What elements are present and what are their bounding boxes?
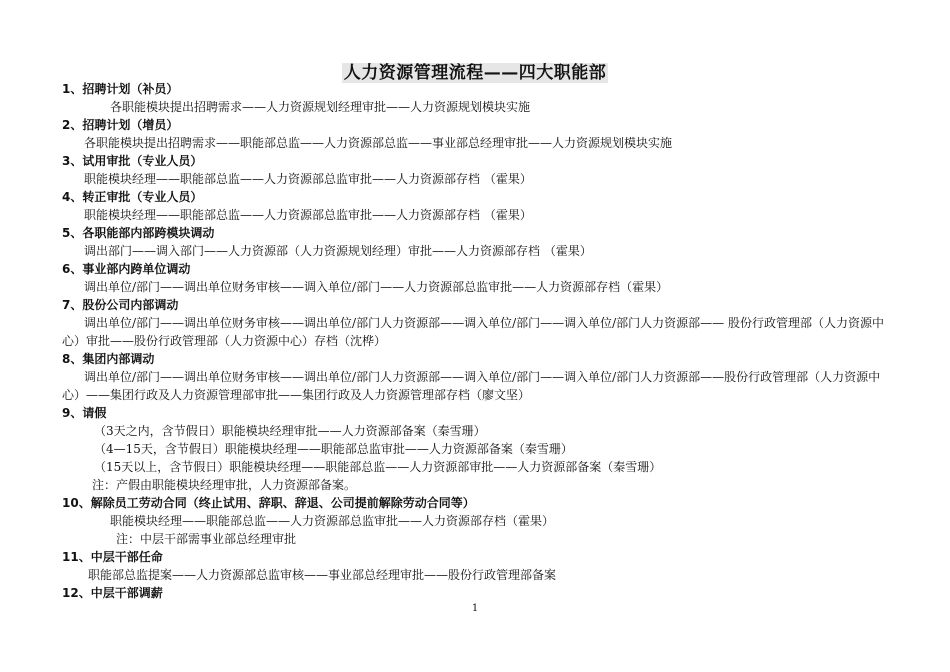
section-line: 职能模块经理——职能部总监——人力资源部总监审批——人力资源部存档 （霍果） xyxy=(84,172,532,186)
section-line: 职能部总监提案——人力资源部总监审核——事业部总经理审批——股份行政管理部备案 xyxy=(88,568,557,582)
section-heading: 7、股份公司内部调动 xyxy=(62,298,179,312)
section-heading: 5、各职能部内部跨模块调动 xyxy=(62,226,215,240)
section-line: 各职能模块提出招聘需求——职能部总监——人力资源部总监——事业部总经理审批——人力资源规划模块实施 xyxy=(84,136,673,150)
section-heading: 8、集团内部调动 xyxy=(62,352,155,366)
document-body xyxy=(62,80,892,602)
section-paragraph: 调出单位/部门——调出单位财务审核——调出单位/部门人力资源部——调入单位/部门——调入单位/部门人力资源部—— 股份行政管理部（人力资源中心）审批——股份行政管理部（人力资源中心）存档（沈桦） xyxy=(62,316,884,348)
section-heading: 1、招聘计划（补员） xyxy=(62,82,179,96)
section-heading: 2、招聘计划（增员） xyxy=(62,118,179,132)
section-line: 调出部门——调入部门——人力资源部（人力资源规划经理）审批——人力资源部存档 （霍果） xyxy=(84,244,592,258)
section-heading: 9、请假 xyxy=(62,406,107,420)
section-heading: 3、试用审批（专业人员） xyxy=(62,154,203,168)
page-number: 1 xyxy=(471,603,479,614)
section-line: 职能模块经理——职能部总监——人力资源部总监审批——人力资源部存档（霍果） xyxy=(110,514,555,528)
section-line: 职能模块经理——职能部总监——人力资源部总监审批——人力资源部存档 （霍果） xyxy=(84,208,532,222)
section-heading: 12、中层干部调薪 xyxy=(62,586,163,600)
section-paragraph: 调出单位/部门——调出单位财务审核——调出单位/部门人力资源部——调入单位/部门——调入单位/部门人力资源部——股份行政管理部（人力资源中心）——集团行政及人力资源管理部审批——集团行政及人力资源管理部存档（廖文坚） xyxy=(62,370,881,402)
section-note: 注：中层干部需事业部总经理审批 xyxy=(116,532,297,546)
document-title-text: 人力资源管理流程——四大职能部 xyxy=(343,63,607,83)
section-line: 各职能模块提出招聘需求——人力资源规划经理审批——人力资源规划模块实施 xyxy=(110,100,531,114)
section-heading: 6、事业部内跨单位调动 xyxy=(62,262,191,276)
section-line: （3天之内，含节假日）职能模块经理审批——人力资源部备案（秦雪珊） xyxy=(94,424,486,438)
section-line: （4—15天，含节假日）职能模块经理——职能部总监审批——人力资源部备案（秦雪珊） xyxy=(94,442,573,456)
section-heading: 11、中层干部任命 xyxy=(62,550,163,564)
section-heading: 10、解除员工劳动合同（终止试用、辞职、辞退、公司提前解除劳动合同等） xyxy=(62,496,475,510)
section-heading: 4、转正审批（专业人员） xyxy=(62,190,203,204)
section-line: （15天以上，含节假日）职能模块经理——职能部总监——人力资源部审批——人力资源部备案（秦雪珊） xyxy=(94,460,662,474)
section-line: 调出单位/部门——调出单位财务审核——调入单位/部门——人力资源部总监审批——人力资源部存档（霍果） xyxy=(84,280,669,294)
section-note: 注：产假由职能模块经理审批，人力资源部备案。 xyxy=(92,478,357,492)
